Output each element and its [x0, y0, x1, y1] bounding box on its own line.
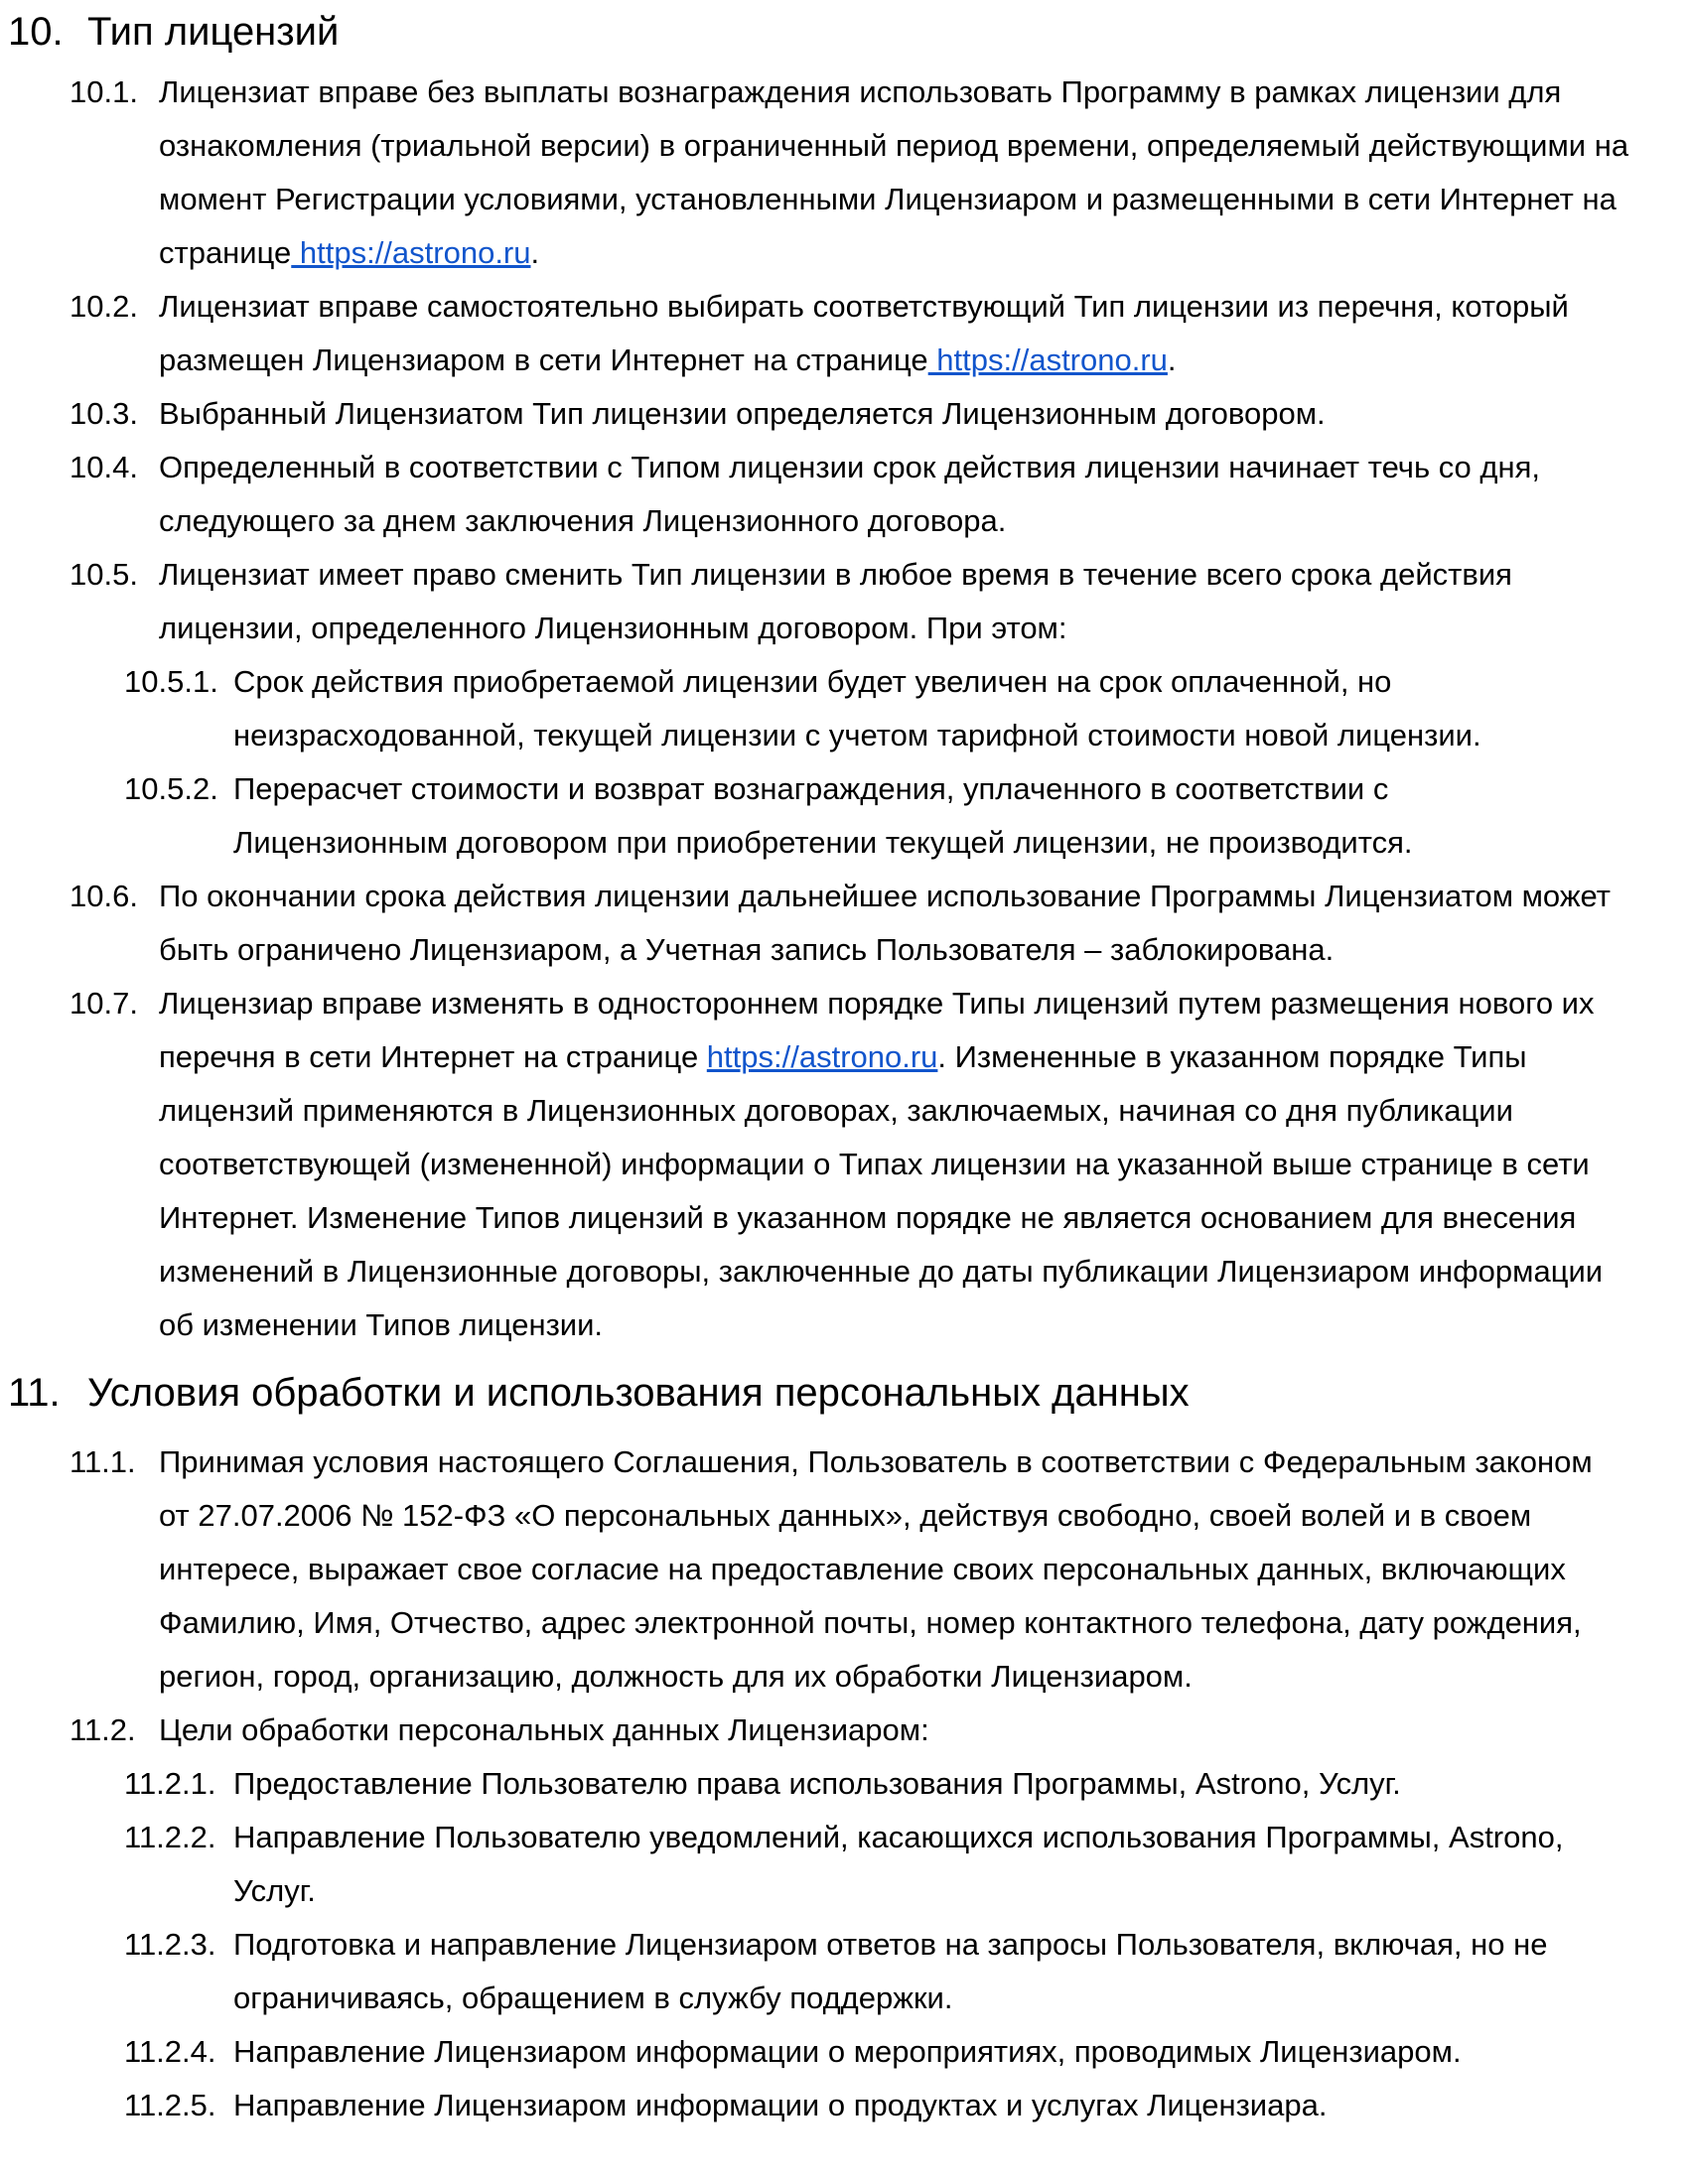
item-number: 10.5.	[70, 557, 138, 592]
item-text: Цели обработки персональных данных Лицензиаром:	[159, 1712, 929, 1747]
item-text: Лицензиат вправе без выплаты вознаграждения использовать Программу в рамках лицензии для ознакомления (триальной версии) в ограниченный период времени, определяемый действующими на момент Регистрации условиями, установленными Лицензиаром и размещенными в сети Интернет на странице https://astrono.ru.	[159, 74, 1629, 270]
list-item	[0, 1918, 1688, 2025]
item-number: 10.7.	[70, 986, 138, 1021]
item-text: Подготовка и направление Лицензиаром ответов на запросы Пользователя, включая, но не ограничиваясь, обращением в службу поддержки.	[233, 1927, 1548, 2015]
item-text: Лицензиат имеет право сменить Тип лицензии в любое время в течение всего срока действия лицензии, определенного Лицензионным договором. При этом:	[159, 557, 1512, 645]
item-number: 10.3.	[70, 396, 138, 431]
item-text: Срок действия приобретаемой лицензии будет увеличен на срок оплаченной, но неизрасходованной, текущей лицензии с учетом тарифной стоимости новой лицензии.	[233, 664, 1481, 752]
section-11-items	[0, 1435, 1688, 2132]
item-text: Перерасчет стоимости и возврат вознаграждения, уплаченного в соответствии с Лицензионным договором при приобретении текущей лицензии, не производится.	[233, 771, 1413, 860]
item-number: 11.2.4.	[124, 2034, 216, 2069]
astrono-link[interactable]: https://astrono.ru	[291, 235, 531, 270]
item-number: 11.2.5.	[124, 2088, 216, 2122]
astrono-link[interactable]: https://astrono.ru	[927, 342, 1168, 377]
item-text: Выбранный Лицензиатом Тип лицензии определяется Лицензионным договором.	[159, 396, 1326, 431]
list-item	[0, 870, 1688, 977]
section-number: 11.	[8, 1371, 61, 1415]
item-text: Определенный в соответствии с Типом лицензии срок действия лицензии начинает течь со дня, следующего за днем заключения Лицензионного договора.	[159, 450, 1541, 538]
item-number: 11.2.	[70, 1712, 136, 1747]
list-item	[0, 1435, 1688, 1704]
list-item	[0, 977, 1688, 1352]
list-item	[0, 1704, 1688, 1757]
section-heading-10	[0, 4, 1688, 60]
list-item	[0, 1811, 1688, 1918]
item-text: Предоставление Пользователю права использования Программы, Astrono, Услуг.	[233, 1766, 1401, 1801]
item-number: 10.1.	[70, 74, 138, 109]
list-item	[0, 762, 1688, 870]
list-item	[0, 66, 1688, 280]
item-number: 10.2.	[70, 289, 138, 324]
item-number: 10.5.2.	[124, 771, 218, 806]
list-item	[0, 1757, 1688, 1811]
item-text: По окончании срока действия лицензии дальнейшее использование Программы Лицензиатом может быть ограничено Лицензиаром, а Учетная запись Пользователя – заблокирована.	[159, 879, 1611, 967]
item-text: Лицензиар вправе изменять в одностороннем порядке Типы лицензий путем размещения нового их перечня в сети Интернет на странице https://astrono.ru. Измененные в указанном порядке Типы лицензий применяются в Лицензионных договорах, заключаемых, начиная со дня публикации соответствующей (измененной) информации о Типах лицензии на указанной выше странице в сети Интернет. Изменение Типов лицензий в указанном порядке не является основанием для внесения изменений в Лицензионные договоры, заключенные до даты публикации Лицензиаром информации об изменении Типов лицензии.	[159, 986, 1604, 1342]
astrono-link[interactable]: https://astrono.ru	[706, 1039, 938, 1074]
item-number: 10.5.1.	[124, 664, 218, 699]
list-item	[0, 2025, 1688, 2079]
section-heading-11	[0, 1364, 1688, 1422]
item-number: 11.2.1.	[124, 1766, 216, 1801]
list-item	[0, 280, 1688, 387]
section-10-items	[0, 66, 1688, 1352]
item-text: Принимая условия настоящего Соглашения, Пользователь в соответствии с Федеральным законом от 27.07.2006 № 152-ФЗ «О персональных данных», действуя свободно, своей волей и в своем интересе, выражает свое согласие на предоставление своих персональных данных, включающих Фамилию, Имя, Отчество, адрес электронной почты, номер контактного телефона, дату рождения, регион, город, организацию, должность для их обработки Лицензиаром.	[159, 1444, 1593, 1694]
list-item	[0, 387, 1688, 441]
item-text: Направление Лицензиаром информации о мероприятиях, проводимых Лицензиаром.	[233, 2034, 1462, 2069]
item-text: Направление Лицензиаром информации о продуктах и услугах Лицензиара.	[233, 2088, 1328, 2122]
list-item	[0, 2079, 1688, 2132]
list-item	[0, 548, 1688, 655]
item-text: Лицензиат вправе самостоятельно выбирать соответствующий Тип лицензии из перечня, который размещен Лицензиаром в сети Интернет на странице https://astrono.ru.	[159, 289, 1569, 377]
item-number: 11.2.2.	[124, 1820, 216, 1854]
list-item	[0, 441, 1688, 548]
section-number: 10.	[8, 10, 64, 54]
item-number: 11.2.3.	[124, 1927, 216, 1962]
section-title: Тип лицензий	[87, 10, 340, 54]
section-title: Условия обработки и использования персональных данных	[87, 1371, 1190, 1415]
item-number: 10.6.	[70, 879, 138, 913]
item-number: 10.4.	[70, 450, 138, 484]
item-text: Направление Пользователю уведомлений, касающихся использования Программы, Astrono, Услуг.	[233, 1820, 1564, 1908]
item-number: 11.1.	[70, 1444, 136, 1479]
list-item	[0, 655, 1688, 762]
